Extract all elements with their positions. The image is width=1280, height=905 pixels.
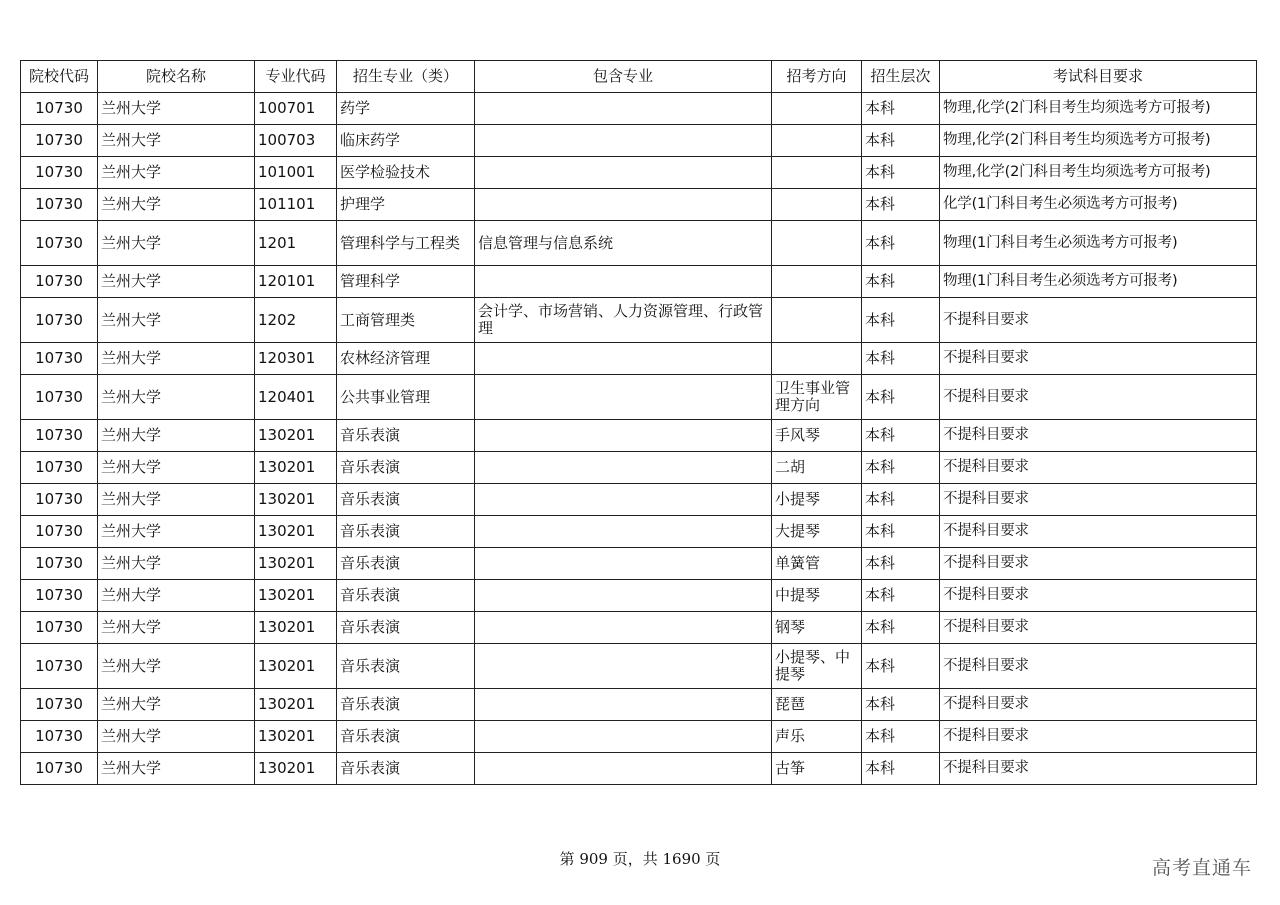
cell-school-name: 兰州大学 [98, 721, 255, 753]
cell-school-code: 10730 [21, 644, 98, 689]
cell-included-majors [475, 452, 772, 484]
cell-major-code: 130201 [255, 548, 337, 580]
cell-school-name: 兰州大学 [98, 580, 255, 612]
cell-subject-requirement: 不提科目要求 [940, 721, 1257, 753]
cell-school-name: 兰州大学 [98, 125, 255, 157]
cell-school-name: 兰州大学 [98, 189, 255, 221]
cell-subject-requirement: 不提科目要求 [940, 452, 1257, 484]
cell-major: 音乐表演 [337, 580, 475, 612]
table-row [21, 221, 1257, 266]
cell-school-code: 10730 [21, 753, 98, 785]
cell-major-code: 1201 [255, 221, 337, 266]
cell-school-code: 10730 [21, 93, 98, 125]
cell-subject-requirement: 物理(1门科目考生必须选考方可报考) [940, 266, 1257, 298]
cell-level: 本科 [862, 266, 940, 298]
cell-included-majors: 信息管理与信息系统 [475, 221, 772, 266]
cell-subject-requirement: 不提科目要求 [940, 484, 1257, 516]
cell-school-name: 兰州大学 [98, 612, 255, 644]
cell-included-majors [475, 375, 772, 420]
cell-school-code: 10730 [21, 721, 98, 753]
cell-major: 音乐表演 [337, 548, 475, 580]
cell-school-code: 10730 [21, 484, 98, 516]
cell-school-name: 兰州大学 [98, 516, 255, 548]
cell-direction: 大提琴 [772, 516, 862, 548]
cell-major: 工商管理类 [337, 298, 475, 343]
cell-school-name: 兰州大学 [98, 484, 255, 516]
cell-direction: 单簧管 [772, 548, 862, 580]
cell-included-majors [475, 189, 772, 221]
cell-level: 本科 [862, 516, 940, 548]
cell-school-code: 10730 [21, 612, 98, 644]
cell-level: 本科 [862, 753, 940, 785]
cell-included-majors [475, 548, 772, 580]
cell-level: 本科 [862, 221, 940, 266]
cell-level: 本科 [862, 157, 940, 189]
cell-direction [772, 125, 862, 157]
cell-school-code: 10730 [21, 266, 98, 298]
cell-school-code: 10730 [21, 157, 98, 189]
cell-major: 音乐表演 [337, 644, 475, 689]
page-number: 第 909 页，共 1690 页 [559, 850, 721, 868]
table-header-row [21, 61, 1257, 93]
cell-included-majors [475, 343, 772, 375]
cell-major-code: 100703 [255, 125, 337, 157]
table-row [21, 189, 1257, 221]
cell-school-name: 兰州大学 [98, 644, 255, 689]
cell-direction: 古筝 [772, 753, 862, 785]
cell-school-name: 兰州大学 [98, 93, 255, 125]
cell-level: 本科 [862, 580, 940, 612]
cell-direction [772, 157, 862, 189]
cell-school-code: 10730 [21, 125, 98, 157]
cell-included-majors [475, 420, 772, 452]
table-row [21, 721, 1257, 753]
cell-major: 农林经济管理 [337, 343, 475, 375]
cell-direction [772, 298, 862, 343]
cell-subject-requirement: 不提科目要求 [940, 298, 1257, 343]
cell-major-code: 130201 [255, 484, 337, 516]
cell-school-code: 10730 [21, 221, 98, 266]
cell-school-name: 兰州大学 [98, 452, 255, 484]
admissions-table [20, 60, 1257, 785]
cell-subject-requirement: 化学(1门科目考生必须选考方可报考) [940, 189, 1257, 221]
cell-school-code: 10730 [21, 298, 98, 343]
cell-major: 护理学 [337, 189, 475, 221]
cell-subject-requirement: 不提科目要求 [940, 548, 1257, 580]
table-row [21, 612, 1257, 644]
cell-school-code: 10730 [21, 189, 98, 221]
cell-school-code: 10730 [21, 375, 98, 420]
cell-major: 医学检验技术 [337, 157, 475, 189]
table-body [21, 93, 1257, 785]
cell-included-majors [475, 516, 772, 548]
cell-direction: 中提琴 [772, 580, 862, 612]
cell-major-code: 1202 [255, 298, 337, 343]
cell-direction [772, 221, 862, 266]
cell-level: 本科 [862, 343, 940, 375]
cell-level: 本科 [862, 189, 940, 221]
cell-direction [772, 343, 862, 375]
cell-included-majors [475, 580, 772, 612]
cell-school-code: 10730 [21, 343, 98, 375]
cell-direction: 琵琶 [772, 689, 862, 721]
cell-major-code: 130201 [255, 644, 337, 689]
cell-level: 本科 [862, 548, 940, 580]
cell-school-code: 10730 [21, 516, 98, 548]
cell-included-majors [475, 721, 772, 753]
cell-school-name: 兰州大学 [98, 375, 255, 420]
table-row [21, 580, 1257, 612]
cell-major-code: 101001 [255, 157, 337, 189]
cell-direction [772, 189, 862, 221]
cell-subject-requirement: 不提科目要求 [940, 343, 1257, 375]
cell-level: 本科 [862, 689, 940, 721]
cell-direction: 声乐 [772, 721, 862, 753]
table-row [21, 420, 1257, 452]
cell-included-majors [475, 753, 772, 785]
table-row [21, 516, 1257, 548]
table-row [21, 644, 1257, 689]
cell-subject-requirement: 不提科目要求 [940, 612, 1257, 644]
table-row [21, 452, 1257, 484]
cell-school-name: 兰州大学 [98, 753, 255, 785]
cell-major-code: 130201 [255, 689, 337, 721]
cell-included-majors [475, 125, 772, 157]
cell-school-name: 兰州大学 [98, 343, 255, 375]
cell-included-majors [475, 612, 772, 644]
cell-direction: 卫生事业管理方向 [772, 375, 862, 420]
watermark-text: 高考直通车 [1151, 857, 1252, 879]
cell-school-name: 兰州大学 [98, 420, 255, 452]
cell-major-code: 101101 [255, 189, 337, 221]
header-school-name: 院校名称 [98, 61, 255, 93]
cell-school-code: 10730 [21, 689, 98, 721]
cell-major: 音乐表演 [337, 516, 475, 548]
cell-subject-requirement: 不提科目要求 [940, 420, 1257, 452]
cell-school-name: 兰州大学 [98, 266, 255, 298]
table-row [21, 157, 1257, 189]
cell-included-majors [475, 93, 772, 125]
cell-major-code: 100701 [255, 93, 337, 125]
cell-level: 本科 [862, 721, 940, 753]
header-major-code: 专业代码 [255, 61, 337, 93]
cell-level: 本科 [862, 375, 940, 420]
cell-level: 本科 [862, 125, 940, 157]
cell-school-name: 兰州大学 [98, 689, 255, 721]
cell-major: 音乐表演 [337, 420, 475, 452]
cell-major: 公共事业管理 [337, 375, 475, 420]
cell-included-majors [475, 689, 772, 721]
cell-major-code: 130201 [255, 612, 337, 644]
header-level: 招生层次 [862, 61, 940, 93]
header-direction: 招考方向 [772, 61, 862, 93]
cell-direction: 小提琴、中提琴 [772, 644, 862, 689]
cell-subject-requirement: 不提科目要求 [940, 580, 1257, 612]
cell-major-code: 130201 [255, 420, 337, 452]
table-row [21, 298, 1257, 343]
cell-major: 音乐表演 [337, 753, 475, 785]
cell-major: 管理科学 [337, 266, 475, 298]
cell-subject-requirement: 不提科目要求 [940, 753, 1257, 785]
table-row [21, 548, 1257, 580]
cell-level: 本科 [862, 612, 940, 644]
cell-major-code: 130201 [255, 721, 337, 753]
cell-school-code: 10730 [21, 452, 98, 484]
cell-direction: 二胡 [772, 452, 862, 484]
cell-school-code: 10730 [21, 580, 98, 612]
cell-major: 音乐表演 [337, 721, 475, 753]
cell-major: 管理科学与工程类 [337, 221, 475, 266]
table-row [21, 689, 1257, 721]
table-row [21, 753, 1257, 785]
cell-subject-requirement: 物理,化学(2门科目考生均须选考方可报考) [940, 157, 1257, 189]
cell-level: 本科 [862, 644, 940, 689]
cell-level: 本科 [862, 298, 940, 343]
cell-major: 药学 [337, 93, 475, 125]
cell-major: 音乐表演 [337, 689, 475, 721]
cell-school-name: 兰州大学 [98, 548, 255, 580]
table-row [21, 375, 1257, 420]
cell-included-majors [475, 484, 772, 516]
cell-subject-requirement: 物理,化学(2门科目考生均须选考方可报考) [940, 93, 1257, 125]
header-school-code: 院校代码 [21, 61, 98, 93]
cell-included-majors [475, 644, 772, 689]
cell-included-majors: 会计学、市场营销、人力资源管理、行政管理 [475, 298, 772, 343]
cell-major-code: 130201 [255, 580, 337, 612]
cell-subject-requirement: 物理(1门科目考生必须选考方可报考) [940, 221, 1257, 266]
cell-level: 本科 [862, 484, 940, 516]
cell-major: 音乐表演 [337, 452, 475, 484]
cell-subject-requirement: 不提科目要求 [940, 689, 1257, 721]
cell-major: 临床药学 [337, 125, 475, 157]
cell-major-code: 130201 [255, 452, 337, 484]
table-row [21, 125, 1257, 157]
cell-included-majors [475, 157, 772, 189]
cell-level: 本科 [862, 420, 940, 452]
cell-included-majors [475, 266, 772, 298]
table-row [21, 484, 1257, 516]
cell-school-name: 兰州大学 [98, 298, 255, 343]
header-included-majors: 包含专业 [475, 61, 772, 93]
cell-direction: 手风琴 [772, 420, 862, 452]
table-row [21, 93, 1257, 125]
cell-major: 音乐表演 [337, 612, 475, 644]
cell-school-code: 10730 [21, 420, 98, 452]
cell-level: 本科 [862, 452, 940, 484]
cell-subject-requirement: 不提科目要求 [940, 516, 1257, 548]
cell-subject-requirement: 不提科目要求 [940, 375, 1257, 420]
cell-direction: 钢琴 [772, 612, 862, 644]
cell-school-code: 10730 [21, 548, 98, 580]
cell-major-code: 130201 [255, 516, 337, 548]
cell-major-code: 130201 [255, 753, 337, 785]
table-row [21, 266, 1257, 298]
header-subject-requirement: 考试科目要求 [940, 61, 1257, 93]
cell-direction: 小提琴 [772, 484, 862, 516]
cell-direction [772, 266, 862, 298]
table-row [21, 343, 1257, 375]
cell-major-code: 120401 [255, 375, 337, 420]
cell-school-name: 兰州大学 [98, 157, 255, 189]
cell-level: 本科 [862, 93, 940, 125]
cell-school-name: 兰州大学 [98, 221, 255, 266]
cell-major: 音乐表演 [337, 484, 475, 516]
cell-major-code: 120301 [255, 343, 337, 375]
cell-direction [772, 93, 862, 125]
cell-subject-requirement: 不提科目要求 [940, 644, 1257, 689]
cell-major-code: 120101 [255, 266, 337, 298]
header-major: 招生专业（类） [337, 61, 475, 93]
cell-subject-requirement: 物理,化学(2门科目考生均须选考方可报考) [940, 125, 1257, 157]
